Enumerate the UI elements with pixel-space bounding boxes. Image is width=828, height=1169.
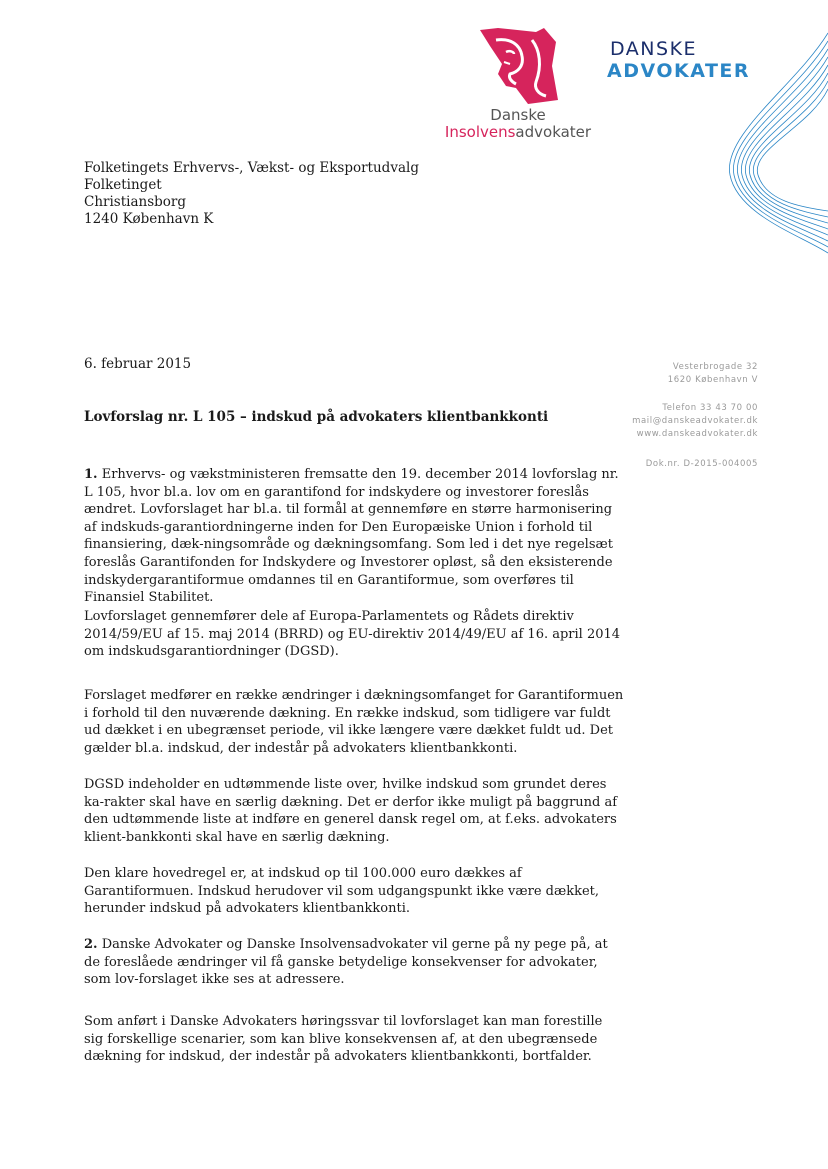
paragraph-number: 2. bbox=[84, 937, 98, 952]
insolvens-logo-line1: Danske bbox=[490, 106, 546, 124]
paragraph-text: DGSD indeholder en udtømmende liste over, hvilke indskud som grundet deres ka-rakter skal have en særlig dækning. Det er derfor ikke muligt på baggrund af den udtømmende liste at indføre en generel dansk regel om, at f.eks. advokaters klient-bankkonti skal have en særlig dækning. bbox=[84, 777, 618, 845]
paragraph-text: Forslaget medfører en række ændringer i dækningsomfanget for Garantiformuen i forhold til den nuværende dækning. En række indskud, som tidligere var fuldt ud dækket i en ubegrænset periode, vil ikke længere være dækket fuldt ud. Det gælder bl.a. indskud, der indestår på advokaters klientbankkonti. bbox=[84, 688, 624, 756]
sidebar-phone: Telefon 33 43 70 00 bbox=[662, 403, 758, 413]
sidebar-web: www.danskeadvokater.dk bbox=[636, 429, 758, 439]
paragraph bbox=[84, 936, 624, 989]
paragraph-text: Som anført i Danske Advokaters høringssvar til lovforslaget kan man forestille sig forskellige scenarier, som kan blive konsekvensen af, at den ubegrænsede dækning for indskud, der indestår på advokaters klientbankkonti, bortfalder. bbox=[84, 1014, 603, 1065]
wave-lines-icon bbox=[700, 25, 828, 265]
sidebar-email: mail@danskeadvokater.dk bbox=[632, 416, 758, 426]
paragraph bbox=[84, 865, 624, 918]
paragraph bbox=[84, 1013, 624, 1066]
recipient-line2: Folketinget bbox=[84, 177, 162, 193]
danske-advokater-logo-line1: DANSKE bbox=[610, 38, 698, 60]
paragraph-text: Den klare hovedregel er, at indskud op til 100.000 euro dækkes af Garantiformuen. Indskud herudover vil som udgangspunkt ikke være dækket, herunder indskud på advokaters klientbankkonti. bbox=[84, 866, 599, 917]
paragraph bbox=[84, 608, 624, 661]
recipient-line3: Christiansborg bbox=[84, 194, 187, 210]
recipient-line1: Folketingets Erhvervs-, Vækst- og Eksportudvalg bbox=[84, 160, 419, 176]
letter-subject: Lovforslag nr. L 105 – indskud på advokaters klientbankkonti bbox=[84, 409, 549, 425]
paragraph bbox=[84, 466, 624, 607]
paragraph-text: Lovforslaget gennemfører dele af Europa-Parlamentets og Rådets direktiv 2014/59/EU af 15. maj 2014 (BRRD) og EU-direktiv 2014/49/EU af 16. april 2014 om indskudsgarantiordninger (DGSD). bbox=[84, 609, 621, 660]
insolvens-logo-gray: advokater bbox=[515, 123, 592, 141]
sidebar-street: Vesterbrogade 32 bbox=[672, 362, 758, 372]
insolvensadvokater-logo-icon bbox=[476, 26, 560, 106]
insolvens-logo-pink: Insolvens bbox=[444, 123, 516, 141]
paragraph bbox=[84, 776, 624, 846]
sidebar-city: 1620 København V bbox=[667, 375, 758, 385]
paragraph-text: Erhvervs- og vækstministeren fremsatte den 19. december 2014 lovforslag nr. L 105, hvor bl.a. lov om en garantifond for indskydere og investorer foreslås ændret. Lovforslaget har bl.a. til formål at gennemføre en større harmonisering af indskuds-garantiordningerne inden for Den Europæiske Union i forhold til finansiering, dæk-ningsområde og dækningsomfang. Som led i det nye regelsæt foreslås Garantifonden for Indskydere og Investorer opløst, så den eksisterende indskydergarantiformue omdannes til en Garantiformue, som overføres til Finansiel Stabilitet. bbox=[84, 467, 619, 606]
paragraph bbox=[84, 687, 624, 757]
danske-advokater-logo-line2: ADVOKATER bbox=[607, 60, 751, 82]
paragraph-text: Danske Advokater og Danske Insolvensadvokater vil gerne på ny pege på, at de foreslåede ændringer vil få ganske betydelige konsekvenser for advokater, som lov-forslaget ikke ses at adressere. bbox=[84, 937, 608, 988]
letter-date: 6. februar 2015 bbox=[84, 356, 192, 372]
paragraph-number: 1. bbox=[84, 467, 98, 482]
insolvens-logo-line2 bbox=[430, 123, 606, 141]
sidebar-doc-nr: Dok.nr. D-2015-004005 bbox=[645, 459, 758, 469]
recipient-line4: 1240 København K bbox=[84, 211, 214, 227]
